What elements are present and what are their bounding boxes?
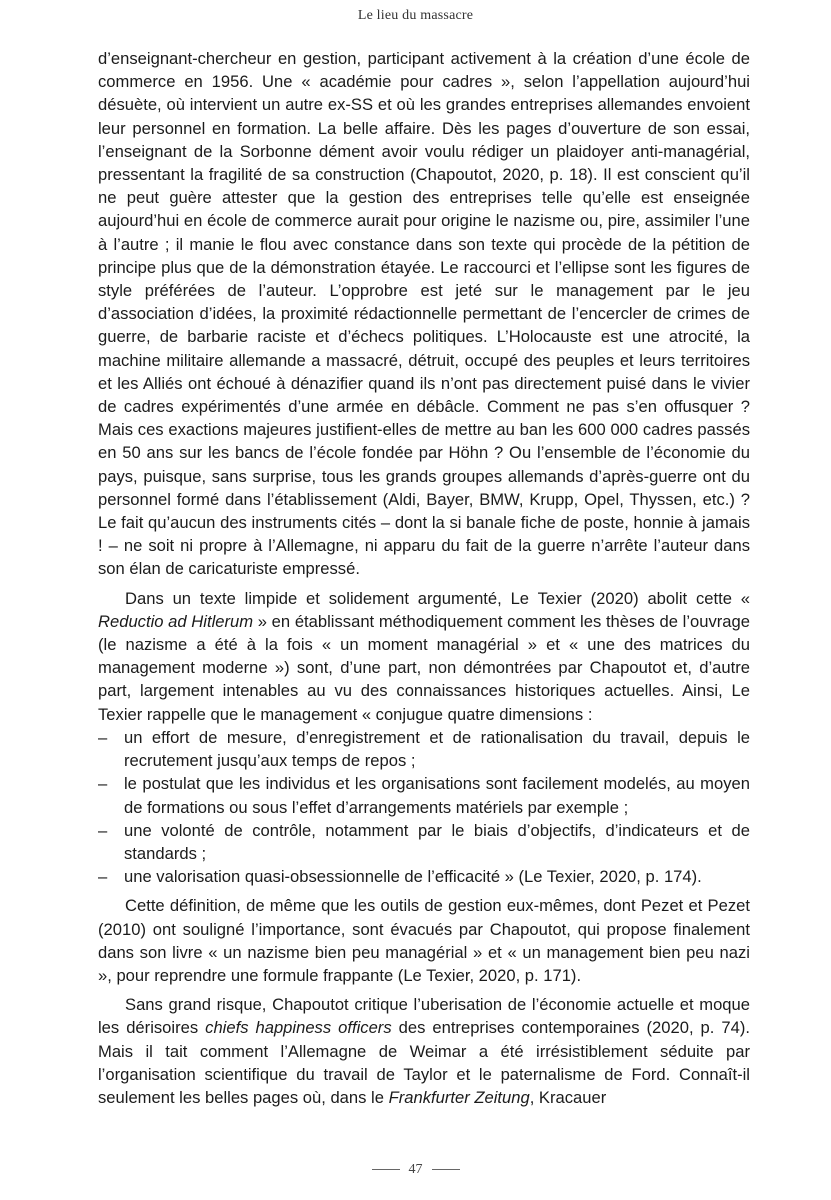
dimensions-list [98,726,750,888]
paragraph-continuation: d’enseignant-chercheur en gestion, participant activement à la création d’une école de commerce en 1956. Une « académie pour cadres », selon l’appellation aujourd’hui désuète, où intervient un autre ex-SS et où les grandes entreprises allemandes envoient leur personnel en formation. La belle affaire. Dès les pages d’ouverture de son essai, l’enseignant de la Sorbonne dément avoir voulu rédiger un plaidoyer anti-managérial, pressentant la fragilité de sa construction (Chapoutot, 2020, p. 18). Il est conscient qu’il ne peut guère attester que la gestion des entreprises telle qu’elle est enseignée aujourd’hui en école de commerce aurait pour origine le nazisme ou, pire, assimiler l’une à l’autre ; il manie le flou avec constance dans son texte qui procède de la pétition de principe plus que de la démonstration étayée. Le raccourci et l’ellipse sont les figures de style préférées de l’auteur. L’opprobre est jeté sur le management par le jeu d’association d’idées, la proximité rédactionnelle permettant de l’encercler de crimes de guerre, de barbarie raciste et d’échecs politiques. L’Holocauste est une atrocité, la machine militaire allemande a massacré, détruit, occupé des peuples et leurs territoires et les Alliés ont échoué à dénazifier quand ils n’ont pas directement puisé dans le vivier de cadres expérimentés d’une armée en débâcle. Comment ne pas s’en offusquer ? Mais ces exactions majeures justifient-elles de mettre au ban les 600 000 cadres passés en 50 ans sur les bancs de l’école fondée par Höhn ? Ou l’ensemble de l’économie du pays, puisque, sans surprise, tous les grands groupes allemands d’après-guerre ont du personnel formé dans l’établissement (Aldi, Bayer, BMW, Krupp, Opel, Thyssen, etc.) ? Le fait qu’aucun des instruments cités – dont la si banale fiche de poste, honnie à jamais ! – ne soit ni propre à l’Allemagne, ni apparu du fait de la guerre n’arrête l’auteur dans son élan de caricaturiste empressé. [98,49,750,579]
italic-term: chiefs happiness officers [205,1018,392,1038]
dash-bullet: – [98,774,108,794]
paragraph-text: » en établissant méthodiquement comment les thèses de l’ouvrage (le nazisme a été à la fois « un moment managérial » et « une des matrices du management moderne ») sont, d’une part, non démontrées par Chapoutot et, d’autre part, largement intenables au vu des connaissances historiques actuelles. Ainsi, Le Texier rappelle que le management « conjugue quatre dimensions : [98,611,750,724]
list-item-text: le postulat que les individus et les organisations sont facilement modelés, au moyen de formations ou sous l’effet d’arrangements matériels par exemple ; [124,774,750,817]
paragraph-text: Sans grand risque, Chapoutot critique l’uberisation de l’économie actuelle et moque les dérisoires [98,995,750,1038]
italic-term: Reductio ad Hitlerum [98,611,254,631]
paragraph-uberisation [98,993,750,1109]
list-item [98,772,750,818]
dash-bullet: – [98,727,108,747]
list-item [98,726,750,772]
body-text [98,47,750,1109]
list-item-text: un effort de mesure, d’enregistrement et de rationalisation du travail, depuis le recrutement jusqu’aux temps de repos ; [124,727,750,771]
paragraph-text: Dans un texte limpide et solidement argumenté, Le Texier (2020) abolit cette « [125,588,750,608]
italic-title: Frankfurter Zeitung [388,1087,530,1107]
dash-bullet: – [98,820,108,840]
list-item [98,865,750,888]
page-number: 47 [408,1162,423,1177]
running-header: Le lieu du massacre [357,8,474,23]
footer-rule [372,1169,400,1170]
paragraph-definition: Cette définition, de même que les outils de gestion eux-mêmes, dont Pezet et Pezet (2010) ont souligné l’importance, sont évacués par Chapoutot, qui propose finalement dans son livre « un nazisme bien peu managérial » et « un management bien peu nazi », pour reprendre une formule frappante (Le Texier, 2020, p. 171). [98,896,750,985]
page-footer [0,1162,831,1178]
footer-rule [432,1169,460,1170]
list-item [98,819,750,865]
list-item-text: une valorisation quasi-obsessionnelle de l’efficacité » (Le Texier, 2020, p. 174). [124,867,702,887]
paragraph-le-texier [98,587,750,726]
dash-bullet: – [98,867,108,887]
paragraph-text: , Kracauer [529,1087,607,1107]
paragraph-text: des entreprises contemporaines (2020, p. 74). Mais il tait comment l’Allemagne de Weimar a été irrésistiblement séduite par l’organisation scientifique du travail de Taylor et le paternalisme de Ford. Connaît-il seulement les belles pages où, dans le [98,1018,750,1107]
list-item-text: une volonté de contrôle, notamment par le biais d’objectifs, d’indicateurs et de standards ; [124,820,750,863]
